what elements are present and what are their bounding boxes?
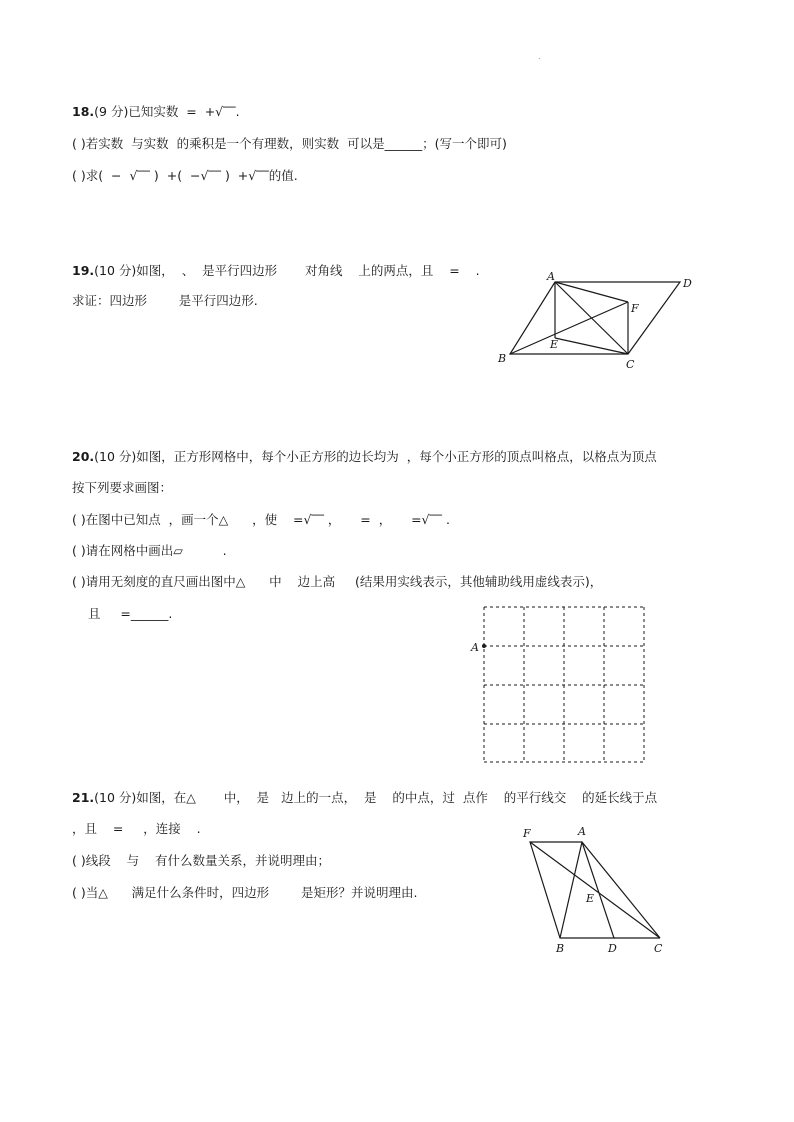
q20-line2: 按下列要求画图： xyxy=(72,480,173,495)
q19-label-b: B xyxy=(498,352,507,365)
q20-part1: ( )在图中已知点 ，画一个△ ，使 =√‾‾ ， = ， =√‾‾ . xyxy=(72,512,450,527)
q18-stem: (9 分)已知实数 = +√‾‾. xyxy=(94,104,240,119)
q19-label-e: E xyxy=(550,338,559,351)
q19-label-d: D xyxy=(683,277,692,290)
q21-line-ac xyxy=(582,842,660,938)
q21-line2: ，且 = ，连接 . xyxy=(72,821,201,836)
q20-part2: ( )请在网格中画出▱ . xyxy=(72,543,227,558)
q21-label-e: E xyxy=(586,892,595,905)
q20-label-a: A xyxy=(471,641,479,654)
q18-line1 xyxy=(72,103,240,121)
q19-line2: 求证：四边形 是平行四边形. xyxy=(72,293,258,308)
q18-part1: ( )若实数 与实数 的乘积是一个有理数，则实数 可以是______；(写一个即可) xyxy=(72,136,507,151)
q19-label-a: A xyxy=(547,270,555,283)
q20-square-grid xyxy=(470,605,660,765)
q21-figure xyxy=(518,822,678,957)
q19-line-bf xyxy=(510,302,628,354)
q21-label-a: A xyxy=(578,825,586,838)
q19-parallelogram-figure xyxy=(490,272,710,372)
q21-quad-fadb xyxy=(530,842,614,938)
page-corner-mark: . xyxy=(538,52,541,61)
q18-number: 18. xyxy=(72,104,95,119)
q21-label-c: C xyxy=(654,942,663,955)
q21-number: 21. xyxy=(72,790,95,805)
q19-label-c: C xyxy=(626,358,635,371)
q21-label-d: D xyxy=(608,942,617,955)
q21-line1 xyxy=(72,789,657,807)
q21-label-b: B xyxy=(556,942,565,955)
q19-stem: (10 分)如图， 、 是平行四边形 对角线 上的两点，且 = . xyxy=(94,263,480,278)
q21-stem: (10 分)如图，在△ 中， 是 边上的一点， 是 的中点，过 点作 的平行线交 的延长线于点 xyxy=(94,790,658,805)
q19-number: 19. xyxy=(72,263,95,278)
q18-part2: ( )求( − √‾‾ ) +( −√‾‾ ) +√‾‾的值. xyxy=(72,168,298,183)
q20-part3: ( )请用无刻度的直尺画出图中△ 中 边上高 (结果用实线表示，其他辅助线用虚线表示)， xyxy=(72,574,603,589)
q20-part3-answer: 且 =______. xyxy=(88,606,173,621)
q21-part1: ( )线段 与 有什么数量关系，并说明理由； xyxy=(72,853,331,868)
q20-number: 20. xyxy=(72,449,95,464)
q19-label-f: F xyxy=(631,302,639,315)
q19-line1 xyxy=(72,262,480,280)
q20-grid-point-a xyxy=(482,644,486,648)
q21-line-fc xyxy=(530,842,660,938)
q21-part2: ( )当△ 满足什么条件时，四边形 是矩形？并说明理由. xyxy=(72,885,418,900)
q21-label-f: F xyxy=(523,827,531,840)
q21-line-ab xyxy=(560,842,582,938)
q20-line1 xyxy=(72,448,657,466)
q19-line-ec xyxy=(555,338,628,354)
q20-stem: (10 分)如图，正方形网格中，每个小正方形的边长均为 ，每个小正方形的顶点叫格点，以格点为顶点 xyxy=(94,449,657,464)
